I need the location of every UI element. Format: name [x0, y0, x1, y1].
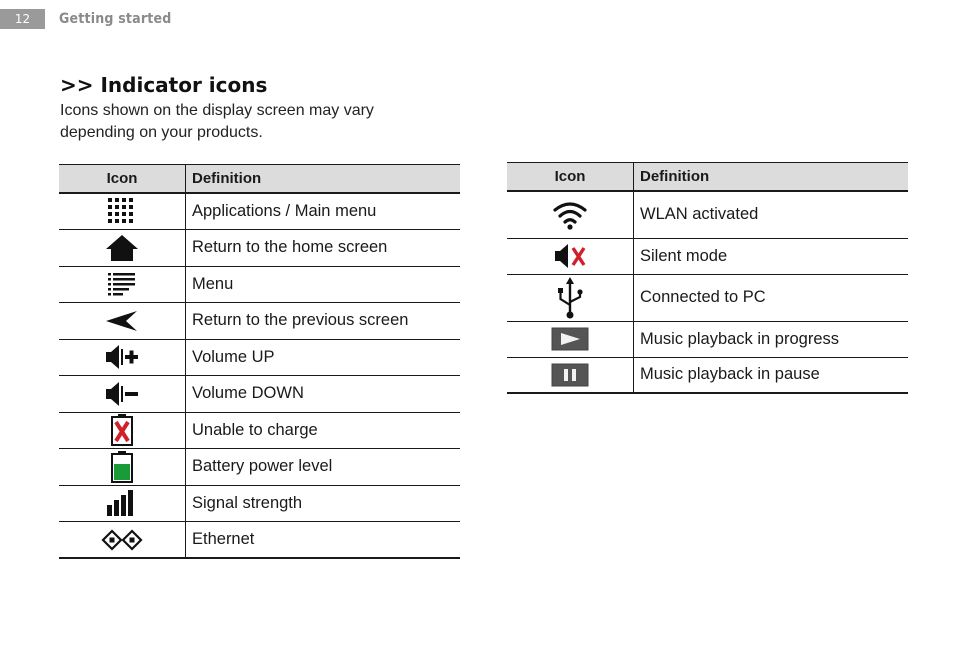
table-row: [59, 303, 460, 340]
menu-list-icon: [106, 271, 138, 297]
usb-icon: [555, 276, 585, 320]
column-header-definition: Definition: [634, 163, 909, 192]
running-header: Getting started: [59, 11, 172, 27]
column-header-definition: Definition: [186, 165, 461, 194]
volume-up-icon: [104, 343, 140, 371]
battery-error-icon: [108, 413, 136, 447]
table-row: [59, 412, 460, 449]
back-arrow-icon: [104, 308, 140, 334]
row-definition: Volume DOWN: [186, 376, 461, 413]
indicator-table-left: [59, 164, 460, 559]
table-row: [59, 485, 460, 522]
table-row: [507, 238, 908, 274]
row-definition: WLAN activated: [634, 191, 909, 238]
column-header-icon: Icon: [59, 165, 186, 194]
indicator-table-right: [507, 162, 908, 394]
row-definition: Battery power level: [186, 449, 461, 486]
wifi-icon: [552, 199, 588, 231]
play-icon: [551, 327, 589, 351]
table-row: [59, 266, 460, 303]
table-row: [59, 376, 460, 413]
row-definition: Applications / Main menu: [186, 193, 461, 230]
page-number: 12: [0, 9, 45, 29]
column-header-icon: Icon: [507, 163, 634, 192]
row-definition: Music playback in progress: [634, 321, 909, 357]
battery-level-icon: [108, 450, 136, 484]
table-row: [59, 339, 460, 376]
table-row: [59, 449, 460, 486]
silent-mode-icon: [552, 242, 588, 270]
row-definition: Menu: [186, 266, 461, 303]
table-row: [59, 230, 460, 267]
row-definition: Volume UP: [186, 339, 461, 376]
table-row: [507, 321, 908, 357]
signal-strength-icon: [105, 488, 139, 518]
row-definition: Ethernet: [186, 522, 461, 559]
section-title: >> Indicator icons: [60, 73, 268, 97]
table-row: [59, 193, 460, 230]
row-definition: Signal strength: [186, 485, 461, 522]
grid-apps-icon: [106, 197, 138, 227]
row-definition: Return to the previous screen: [186, 303, 461, 340]
ethernet-icon: [100, 528, 144, 552]
row-definition: Connected to PC: [634, 274, 909, 321]
home-icon: [104, 233, 140, 263]
row-definition: Unable to charge: [186, 412, 461, 449]
table-row: [507, 357, 908, 393]
intro-text: Icons shown on the display screen may vary depending on your products.: [60, 102, 374, 141]
table-row: [59, 522, 460, 559]
row-definition: Silent mode: [634, 238, 909, 274]
table-row: [507, 191, 908, 238]
pause-icon: [551, 363, 589, 387]
row-definition: Music playback in pause: [634, 357, 909, 393]
volume-down-icon: [104, 380, 140, 408]
table-row: [507, 274, 908, 321]
row-definition: Return to the home screen: [186, 230, 461, 267]
